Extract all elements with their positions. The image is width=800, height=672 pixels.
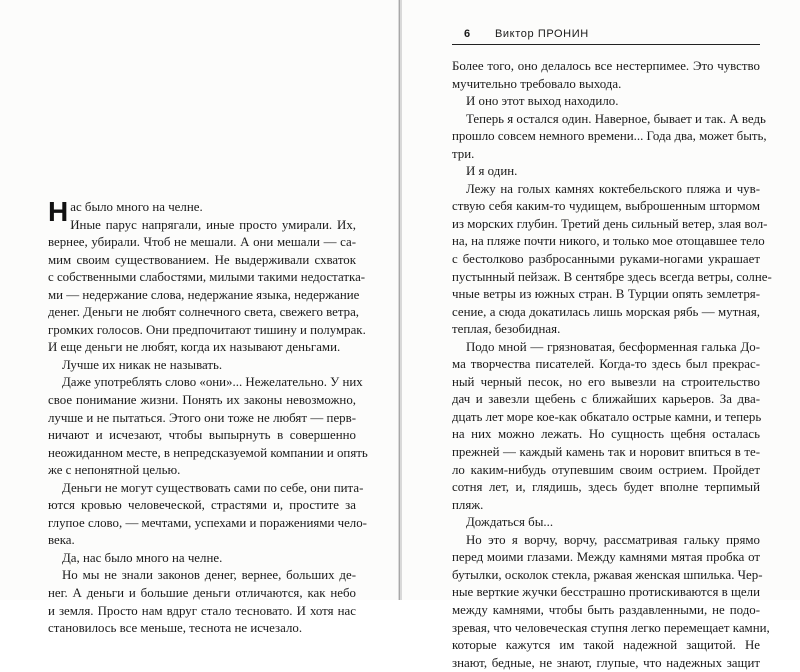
text-line: пляж. — [452, 497, 484, 512]
text-line: Но это я ворчу, ворчу, рассматривая гальку прямо — [466, 532, 760, 547]
text-line: прежней — каждый камень так и норовит впиться в те- — [452, 445, 760, 460]
text-line: прошло совсем немного времени... Года два, может быть, — [452, 129, 767, 144]
text-line: Да, нас было много на челне. — [62, 550, 223, 565]
text-line: перед моими глазами. Между камнями мятая пробка от — [452, 550, 760, 565]
text-line: становилось все меньше, теснота не исчезало. — [48, 621, 303, 636]
dropcap: Н — [48, 196, 69, 227]
text-line: три. — [452, 146, 475, 161]
text-line: ми — недержание слова, недержание языка, недержание — [48, 287, 360, 302]
text-line: свое понимание жизни. Понять их законы невозможно, — [48, 393, 356, 408]
running-head-author: Виктор ПРОНИН — [495, 28, 589, 40]
text-line: зревая, что человеческая ступня легко перемещает камни, — [452, 620, 770, 635]
right-page-lines — [452, 58, 772, 672]
text-line: вернее, убирали. Чтоб не мешали. А они мешали — са- — [48, 235, 356, 250]
text-line: Деньги не могут существовать сами по себе, они пита- — [62, 480, 364, 495]
text-line: глупое слово, — мечтами, успехами и поражениями чело- — [48, 515, 367, 530]
text-line: ный черный песок, но его вывезли на строительство — [452, 374, 760, 389]
page-number: 6 — [464, 28, 471, 40]
right-page-text — [452, 58, 772, 672]
left-page — [0, 0, 398, 636]
text-line: Теперь я остался один. Наверное, бывает и так. А ведь — [466, 111, 766, 126]
text-line: же с непонятной целью. — [48, 463, 181, 478]
left-page-text — [48, 196, 368, 638]
text-line: из морских глубин. Третий день сильный ветер, злая вол- — [452, 216, 768, 231]
text-line: и земля. Просто нам вдруг стало тесновато. И хотя нас — [48, 603, 356, 618]
text-line: Подо мной — грязноватая, бесформенная галька До- — [466, 339, 760, 354]
text-line: И я один. — [466, 164, 518, 179]
text-line: ас было много на челне. — [70, 200, 203, 214]
text-line: Лучше их никак не называть. — [62, 357, 223, 372]
text-line: дач и завезли щебень с ближайших карьеров. За два- — [452, 392, 760, 407]
text-line: ничают и исчезают, чтобы выпырнуть в совершенно — [48, 428, 356, 443]
text-line: сение, а сюда докатилась лишь морская рябь — мутная, — [452, 304, 760, 319]
text-line: И оно этот выход находило. — [466, 94, 619, 109]
text-line: нег. А деньги и большие деньги отличаются, как небо — [48, 586, 356, 601]
text-line: ло каким-нибудь отупевшим своим острием. Пройдет — [452, 462, 760, 477]
text-line: века. — [48, 533, 75, 548]
text-line: И еще деньги не любят, когда их называют деньгами. — [48, 340, 341, 355]
text-line: дцать лет море кое-как обкатало острые камни, и теперь — [452, 409, 762, 424]
text-line: ные верткие жучки бесстрашно протискиваются в щели — [452, 585, 760, 600]
text-line: мучительно требовало выхода. — [452, 76, 622, 91]
text-line: Но мы не знали законов денег, вернее, больших де- — [62, 568, 356, 583]
text-line: знают, бедные, не знают, глупые, что надежных защит — [452, 655, 760, 670]
text-line: с собственными слабостями, милыми такими недостатка- — [48, 270, 366, 285]
text-line: Даже употреблять слово «они»... Нежелательно. У них — [62, 375, 363, 390]
text-line: чные ветры из южных стран. В Турции опять землетря- — [452, 287, 760, 302]
text-line: лучше и не пытаться. Этого они тоже не любят — перв- — [48, 410, 356, 425]
text-line: мим своим существованием. Не выдерживали схваток — [48, 252, 356, 267]
text-line: пустынный пейзаж. В сентябре здесь всегда ветры, солне- — [452, 269, 772, 284]
text-line: которые кажутся им такой надежной защитой. Не — [452, 638, 760, 653]
text-line: на, на пляже почти никого, и только мое отощавшее тело — [452, 234, 765, 249]
text-line: Дождаться бы... — [466, 515, 554, 530]
gutter-divider — [399, 0, 400, 600]
text-line: сотня лет, и, глядишь, здесь будет вполне терпимый — [452, 480, 760, 495]
text-line: денег. Деньги не любят солнечного света, свежего ветра, — [48, 305, 360, 320]
text-line: Более того, оно делалось все нестерпимее. Это чувство — [452, 59, 760, 73]
text-line: ма творчества писателей. Когда-то здесь был прекрас- — [452, 357, 760, 372]
text-line: ются кровью человеческой, страстями и, простите за — [48, 498, 356, 513]
text-line: громких голосов. Они предпочитают тишину и полумрак. — [48, 322, 366, 337]
text-line: на них можно лежать. Но сущность щебня осталась — [452, 427, 760, 442]
text-line: Лежу на голых камнях коктебельского пляжа и чув- — [466, 181, 760, 196]
text-line: с бестолково разбросанными руками-ногами украшает — [452, 252, 760, 267]
text-line: ствую себя каким-то чудищем, выброшенным штормом — [452, 199, 760, 214]
text-line: между камнями, чтобы быть раздавленными, не подо- — [452, 602, 760, 617]
text-line: бутылки, осколок стекла, ржавая женская шпилька. Чер- — [452, 567, 763, 582]
running-head — [452, 26, 760, 45]
text-line: Иные парус напрягали, иные просто умирали. Их, — [70, 217, 356, 232]
text-line: неожиданном месте, в непредсказуемой компании и опять — [48, 445, 368, 460]
left-page-lines — [48, 196, 368, 638]
text-line: теплая, безобидная. — [452, 322, 561, 337]
